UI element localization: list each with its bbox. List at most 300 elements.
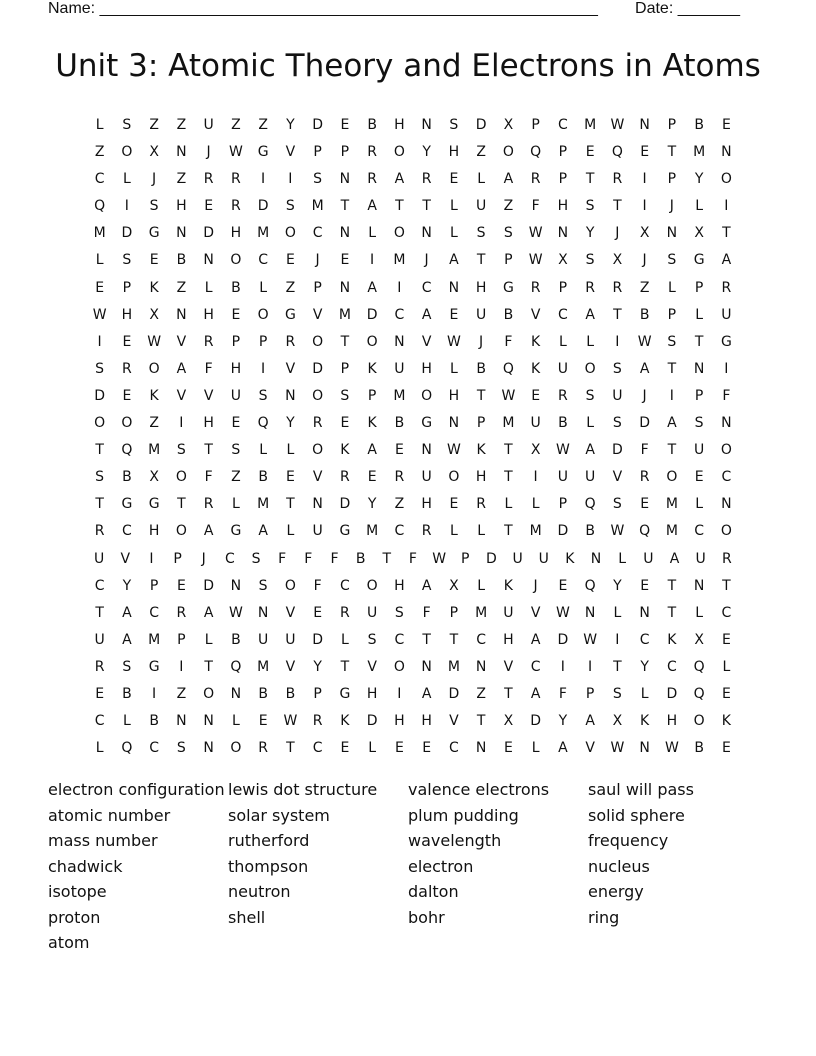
grid-letter[interactable]: L: [95, 117, 104, 133]
grid-letter[interactable]: B: [122, 685, 132, 702]
grid-letter[interactable]: S: [694, 415, 704, 432]
grid-letter[interactable]: C: [476, 631, 487, 648]
grid-letter[interactable]: V: [530, 604, 541, 621]
grid-letter[interactable]: P: [558, 144, 568, 161]
grid-letter[interactable]: D: [312, 117, 324, 133]
grid-letter[interactable]: O: [366, 577, 378, 594]
grid-letter[interactable]: N: [584, 604, 596, 621]
grid-letter[interactable]: S: [258, 577, 268, 594]
grid-letter[interactable]: F: [304, 550, 313, 567]
grid-letter[interactable]: E: [394, 442, 404, 459]
grid-letter[interactable]: L: [477, 523, 486, 540]
grid-letter[interactable]: N: [590, 550, 602, 567]
grid-letter[interactable]: D: [448, 685, 460, 702]
grid-letter[interactable]: J: [615, 225, 620, 242]
grid-letter[interactable]: Y: [286, 117, 295, 133]
grid-letter[interactable]: T: [667, 604, 677, 621]
grid-letter[interactable]: T: [340, 333, 350, 350]
grid-letter[interactable]: L: [695, 604, 704, 621]
grid-letter[interactable]: R: [530, 171, 541, 188]
grid-letter[interactable]: H: [394, 713, 405, 730]
grid-letter[interactable]: H: [666, 713, 678, 730]
grid-letter[interactable]: T: [722, 577, 731, 594]
grid-letter[interactable]: C: [421, 279, 432, 296]
grid-letter[interactable]: U: [612, 387, 623, 404]
grid-letter[interactable]: L: [259, 279, 268, 296]
grid-letter[interactable]: C: [94, 577, 105, 594]
grid-letter[interactable]: P: [449, 604, 459, 621]
grid-letter[interactable]: S: [95, 469, 105, 486]
grid-letter[interactable]: C: [639, 631, 650, 648]
grid-letter[interactable]: T: [95, 604, 104, 621]
grid-letter[interactable]: T: [286, 740, 295, 757]
grid-letter[interactable]: L: [204, 279, 213, 296]
grid-letter[interactable]: P: [367, 387, 377, 404]
grid-letter[interactable]: P: [694, 387, 704, 404]
grid-letter[interactable]: O: [312, 387, 324, 404]
grid-letter[interactable]: O: [448, 469, 460, 486]
grid-letter[interactable]: A: [721, 252, 732, 269]
grid-letter[interactable]: Y: [286, 415, 295, 432]
grid-letter[interactable]: A: [203, 604, 214, 621]
grid-letter[interactable]: G: [148, 225, 160, 242]
grid-letter[interactable]: B: [503, 306, 514, 323]
grid-letter[interactable]: B: [258, 469, 268, 486]
grid-letter[interactable]: Q: [94, 198, 106, 215]
grid-letter[interactable]: B: [694, 117, 704, 133]
grid-letter[interactable]: M: [338, 306, 351, 323]
grid-letter[interactable]: E: [313, 604, 323, 621]
grid-letter[interactable]: P: [313, 685, 322, 702]
grid-letter[interactable]: G: [421, 415, 433, 432]
grid-letter[interactable]: R: [612, 171, 623, 188]
grid-letter[interactable]: U: [476, 198, 487, 215]
grid-letter[interactable]: D: [257, 198, 269, 215]
grid-letter[interactable]: F: [558, 685, 567, 702]
grid-letter[interactable]: N: [475, 740, 487, 757]
grid-letter[interactable]: R: [94, 658, 105, 675]
grid-letter[interactable]: V: [176, 333, 187, 350]
grid-letter[interactable]: C: [121, 523, 132, 540]
grid-letter[interactable]: S: [231, 442, 241, 459]
name-field-label[interactable]: Name: ________________________________________________________: [48, 0, 598, 17]
grid-letter[interactable]: N: [203, 713, 214, 730]
grid-letter[interactable]: K: [667, 631, 677, 648]
grid-letter[interactable]: R: [203, 496, 214, 513]
grid-letter[interactable]: W: [583, 631, 598, 648]
grid-letter[interactable]: X: [530, 442, 541, 459]
grid-letter[interactable]: R: [285, 333, 296, 350]
grid-letter[interactable]: M: [529, 523, 542, 540]
grid-letter[interactable]: S: [503, 225, 513, 242]
grid-letter[interactable]: W: [228, 144, 243, 161]
grid-letter[interactable]: P: [173, 550, 182, 567]
grid-letter[interactable]: K: [640, 713, 650, 730]
grid-letter[interactable]: E: [640, 577, 650, 594]
grid-letter[interactable]: R: [203, 333, 214, 350]
grid-letter[interactable]: T: [613, 658, 622, 675]
grid-letter[interactable]: T: [204, 658, 213, 675]
grid-letter[interactable]: U: [93, 550, 105, 567]
grid-letter[interactable]: Q: [611, 144, 623, 161]
grid-letter[interactable]: M: [447, 658, 460, 675]
grid-letter[interactable]: F: [204, 360, 213, 377]
grid-letter[interactable]: U: [695, 550, 706, 567]
grid-letter[interactable]: J: [315, 252, 320, 269]
grid-letter[interactable]: P: [231, 333, 241, 350]
grid-letter[interactable]: W: [446, 333, 461, 350]
grid-letter[interactable]: G: [257, 144, 269, 161]
grid-letter[interactable]: H: [448, 387, 460, 404]
grid-letter[interactable]: P: [531, 117, 540, 133]
grid-letter[interactable]: C: [94, 171, 105, 188]
grid-letter[interactable]: E: [204, 198, 214, 215]
grid-letter[interactable]: G: [339, 685, 351, 702]
grid-letter[interactable]: M: [257, 658, 270, 675]
grid-letter[interactable]: S: [340, 387, 350, 404]
grid-letter[interactable]: S: [122, 658, 132, 675]
grid-letter[interactable]: V: [612, 469, 623, 486]
grid-letter[interactable]: Q: [584, 496, 596, 513]
grid-letter[interactable]: Q: [693, 685, 705, 702]
grid-letter[interactable]: I: [642, 171, 647, 188]
grid-letter[interactable]: R: [340, 469, 350, 486]
grid-letter[interactable]: P: [667, 171, 677, 188]
grid-letter[interactable]: T: [95, 496, 104, 513]
grid-letter[interactable]: L: [558, 333, 567, 350]
grid-letter[interactable]: F: [531, 198, 540, 215]
grid-letter[interactable]: N: [176, 225, 187, 242]
grid-letter[interactable]: E: [122, 387, 132, 404]
grid-letter[interactable]: B: [394, 415, 405, 432]
grid-letter[interactable]: P: [667, 306, 677, 323]
grid-letter[interactable]: A: [122, 631, 132, 648]
grid-letter[interactable]: X: [149, 469, 159, 486]
grid-letter[interactable]: P: [258, 333, 268, 350]
grid-letter[interactable]: D: [475, 117, 487, 133]
grid-letter[interactable]: X: [503, 117, 514, 133]
grid-letter[interactable]: E: [340, 117, 350, 133]
grid-letter[interactable]: A: [421, 685, 432, 702]
grid-letter[interactable]: T: [422, 198, 431, 215]
grid-letter[interactable]: O: [175, 523, 187, 540]
grid-letter[interactable]: P: [340, 360, 350, 377]
grid-letter[interactable]: W: [555, 442, 570, 459]
grid-letter[interactable]: K: [149, 387, 159, 404]
grid-letter[interactable]: S: [476, 225, 486, 242]
grid-letter[interactable]: U: [643, 550, 654, 567]
grid-letter[interactable]: Z: [149, 117, 159, 133]
grid-letter[interactable]: S: [585, 252, 595, 269]
grid-letter[interactable]: L: [531, 496, 540, 513]
grid-letter[interactable]: P: [122, 279, 132, 296]
grid-letter[interactable]: P: [694, 279, 704, 296]
grid-letter[interactable]: H: [421, 713, 432, 730]
grid-letter[interactable]: B: [585, 523, 595, 540]
grid-letter[interactable]: N: [230, 577, 242, 594]
grid-letter[interactable]: I: [397, 279, 402, 296]
grid-letter[interactable]: P: [340, 144, 350, 161]
grid-letter[interactable]: R: [367, 171, 377, 188]
grid-letter[interactable]: X: [149, 144, 159, 161]
grid-letter[interactable]: L: [586, 415, 595, 432]
grid-letter[interactable]: X: [149, 306, 159, 323]
grid-letter[interactable]: L: [449, 225, 458, 242]
grid-letter[interactable]: Z: [476, 685, 486, 702]
grid-letter[interactable]: V: [367, 658, 377, 675]
grid-letter[interactable]: F: [422, 604, 431, 621]
grid-letter[interactable]: W: [610, 523, 625, 540]
grid-letter[interactable]: K: [721, 713, 731, 730]
grid-letter[interactable]: M: [93, 225, 106, 242]
grid-letter[interactable]: I: [149, 550, 154, 567]
grid-letter[interactable]: R: [231, 171, 241, 188]
grid-letter[interactable]: S: [667, 252, 677, 269]
grid-letter[interactable]: C: [224, 550, 235, 567]
grid-letter[interactable]: A: [530, 685, 541, 702]
grid-letter[interactable]: A: [667, 415, 677, 432]
grid-letter[interactable]: Z: [94, 144, 105, 161]
grid-letter[interactable]: W: [92, 306, 107, 323]
grid-letter[interactable]: E: [122, 333, 132, 350]
grid-letter[interactable]: B: [285, 685, 296, 702]
grid-letter[interactable]: N: [203, 252, 214, 269]
grid-letter[interactable]: E: [585, 144, 595, 161]
grid-letter[interactable]: D: [366, 306, 378, 323]
grid-letter[interactable]: C: [339, 577, 350, 594]
grid-letter[interactable]: S: [149, 198, 159, 215]
grid-letter[interactable]: X: [612, 713, 623, 730]
grid-letter[interactable]: N: [721, 144, 732, 161]
grid-letter[interactable]: R: [612, 279, 623, 296]
grid-letter[interactable]: L: [640, 685, 649, 702]
grid-letter[interactable]: R: [203, 171, 214, 188]
grid-letter[interactable]: I: [261, 171, 266, 188]
grid-letter[interactable]: C: [557, 306, 568, 323]
grid-letter[interactable]: P: [461, 550, 470, 567]
grid-letter[interactable]: X: [694, 225, 704, 242]
grid-letter[interactable]: D: [611, 442, 623, 459]
grid-letter[interactable]: W: [664, 740, 679, 757]
grid-letter[interactable]: J: [206, 144, 211, 161]
grid-letter[interactable]: C: [721, 469, 732, 486]
grid-letter[interactable]: S: [612, 415, 622, 432]
grid-letter[interactable]: U: [258, 631, 269, 648]
grid-letter[interactable]: X: [612, 252, 623, 269]
grid-letter[interactable]: E: [721, 631, 731, 648]
grid-letter[interactable]: O: [393, 225, 405, 242]
grid-letter[interactable]: Y: [422, 144, 431, 161]
grid-letter[interactable]: N: [339, 279, 351, 296]
grid-letter[interactable]: J: [479, 333, 484, 350]
grid-letter[interactable]: Z: [476, 144, 486, 161]
grid-letter[interactable]: K: [149, 279, 159, 296]
grid-letter[interactable]: K: [476, 442, 486, 459]
grid-letter[interactable]: J: [669, 198, 674, 215]
grid-letter[interactable]: E: [531, 387, 541, 404]
grid-letter[interactable]: E: [95, 685, 105, 702]
grid-letter[interactable]: Y: [122, 577, 132, 594]
grid-letter[interactable]: R: [122, 360, 132, 377]
grid-letter[interactable]: C: [258, 252, 269, 269]
grid-letter[interactable]: B: [176, 252, 187, 269]
grid-letter[interactable]: X: [558, 252, 568, 269]
grid-letter[interactable]: M: [502, 415, 515, 432]
grid-letter[interactable]: T: [476, 713, 486, 730]
grid-letter[interactable]: Z: [639, 279, 650, 296]
grid-letter[interactable]: N: [639, 117, 650, 133]
grid-letter[interactable]: H: [203, 415, 214, 432]
grid-letter[interactable]: B: [476, 360, 486, 377]
grid-letter[interactable]: R: [558, 387, 568, 404]
grid-letter[interactable]: I: [179, 658, 184, 675]
grid-letter[interactable]: B: [149, 713, 159, 730]
grid-letter[interactable]: B: [231, 279, 241, 296]
grid-letter[interactable]: D: [366, 713, 378, 730]
grid-letter[interactable]: N: [285, 387, 296, 404]
grid-letter[interactable]: L: [231, 496, 240, 513]
grid-letter[interactable]: J: [201, 550, 206, 567]
grid-letter[interactable]: I: [261, 360, 266, 377]
grid-letter[interactable]: M: [311, 198, 324, 215]
grid-letter[interactable]: B: [639, 306, 650, 323]
grid-letter[interactable]: J: [152, 171, 157, 188]
grid-letter[interactable]: B: [694, 740, 704, 757]
grid-letter[interactable]: L: [695, 198, 704, 215]
grid-letter[interactable]: H: [176, 198, 187, 215]
grid-letter[interactable]: Q: [257, 415, 269, 432]
grid-letter[interactable]: H: [230, 225, 242, 242]
grid-letter[interactable]: O: [121, 415, 133, 432]
grid-letter[interactable]: W: [432, 550, 447, 567]
grid-letter[interactable]: Y: [585, 225, 595, 242]
grid-letter[interactable]: A: [669, 550, 680, 567]
grid-letter[interactable]: M: [148, 631, 161, 648]
grid-letter[interactable]: U: [230, 387, 241, 404]
grid-letter[interactable]: E: [258, 713, 268, 730]
grid-letter[interactable]: E: [721, 740, 731, 757]
grid-letter[interactable]: F: [313, 577, 322, 594]
grid-letter[interactable]: L: [504, 496, 513, 513]
grid-letter[interactable]: R: [367, 144, 377, 161]
grid-letter[interactable]: P: [313, 279, 322, 296]
grid-letter[interactable]: A: [421, 577, 432, 594]
grid-letter[interactable]: U: [694, 442, 705, 459]
grid-letter[interactable]: F: [408, 550, 417, 567]
grid-letter[interactable]: S: [449, 117, 459, 133]
grid-letter[interactable]: R: [721, 550, 732, 567]
grid-letter[interactable]: I: [560, 658, 565, 675]
grid-letter[interactable]: T: [722, 225, 731, 242]
grid-letter[interactable]: H: [557, 198, 569, 215]
grid-letter[interactable]: Q: [502, 360, 514, 377]
grid-letter[interactable]: S: [176, 740, 186, 757]
grid-letter[interactable]: H: [148, 523, 160, 540]
grid-letter[interactable]: Z: [176, 171, 187, 188]
grid-letter[interactable]: W: [446, 442, 461, 459]
grid-letter[interactable]: T: [422, 631, 431, 648]
grid-letter[interactable]: L: [722, 658, 731, 675]
grid-letter[interactable]: V: [285, 604, 296, 621]
grid-letter[interactable]: O: [284, 225, 296, 242]
grid-letter[interactable]: O: [312, 333, 324, 350]
grid-letter[interactable]: A: [367, 198, 377, 215]
grid-letter[interactable]: T: [585, 171, 595, 188]
grid-letter[interactable]: E: [95, 279, 105, 296]
grid-letter[interactable]: D: [121, 225, 133, 242]
grid-letter[interactable]: O: [257, 306, 269, 323]
grid-letter[interactable]: W: [610, 740, 625, 757]
grid-letter[interactable]: D: [312, 631, 324, 648]
grid-letter[interactable]: E: [367, 469, 377, 486]
grid-letter[interactable]: I: [152, 685, 157, 702]
grid-letter[interactable]: J: [424, 252, 429, 269]
grid-letter[interactable]: H: [421, 496, 432, 513]
grid-letter[interactable]: T: [667, 442, 677, 459]
grid-letter[interactable]: D: [666, 685, 678, 702]
grid-letter[interactable]: A: [258, 523, 268, 540]
grid-letter[interactable]: I: [588, 658, 593, 675]
grid-letter[interactable]: P: [558, 496, 568, 513]
grid-letter[interactable]: X: [639, 225, 650, 242]
grid-letter[interactable]: V: [285, 144, 296, 161]
grid-letter[interactable]: T: [395, 198, 404, 215]
grid-letter[interactable]: N: [421, 225, 432, 242]
grid-letter[interactable]: S: [285, 198, 295, 215]
grid-letter[interactable]: S: [176, 442, 186, 459]
grid-letter[interactable]: H: [448, 144, 460, 161]
grid-letter[interactable]: H: [366, 685, 378, 702]
grid-letter[interactable]: K: [531, 360, 541, 377]
grid-letter[interactable]: O: [203, 685, 215, 702]
grid-letter[interactable]: R: [530, 279, 541, 296]
grid-letter[interactable]: I: [724, 360, 729, 377]
grid-letter[interactable]: R: [394, 469, 405, 486]
grid-letter[interactable]: U: [557, 469, 568, 486]
grid-letter[interactable]: A: [367, 279, 377, 296]
grid-letter[interactable]: I: [288, 171, 293, 188]
grid-letter[interactable]: Z: [176, 117, 187, 133]
grid-letter[interactable]: E: [149, 252, 159, 269]
grid-letter[interactable]: V: [421, 333, 432, 350]
grid-letter[interactable]: Z: [394, 496, 405, 513]
grid-letter[interactable]: A: [503, 171, 514, 188]
grid-letter[interactable]: D: [486, 550, 497, 567]
grid-letter[interactable]: D: [94, 387, 106, 404]
grid-letter[interactable]: A: [639, 360, 650, 377]
grid-letter[interactable]: G: [230, 523, 242, 540]
grid-letter[interactable]: D: [312, 360, 324, 377]
grid-letter[interactable]: N: [394, 333, 405, 350]
grid-letter[interactable]: L: [286, 523, 295, 540]
grid-letter[interactable]: N: [339, 171, 351, 188]
grid-letter[interactable]: I: [97, 333, 102, 350]
grid-letter[interactable]: U: [503, 604, 514, 621]
grid-letter[interactable]: L: [340, 631, 349, 648]
grid-letter[interactable]: U: [557, 360, 568, 377]
grid-letter[interactable]: K: [531, 333, 541, 350]
grid-letter[interactable]: M: [257, 225, 270, 242]
grid-letter[interactable]: V: [176, 387, 187, 404]
grid-letter[interactable]: B: [355, 550, 366, 567]
grid-letter[interactable]: A: [122, 604, 132, 621]
grid-letter[interactable]: K: [565, 550, 575, 567]
grid-letter[interactable]: Y: [694, 171, 704, 188]
grid-letter[interactable]: N: [448, 279, 460, 296]
grid-letter[interactable]: E: [422, 740, 432, 757]
grid-letter[interactable]: D: [639, 415, 651, 432]
grid-letter[interactable]: I: [370, 252, 375, 269]
